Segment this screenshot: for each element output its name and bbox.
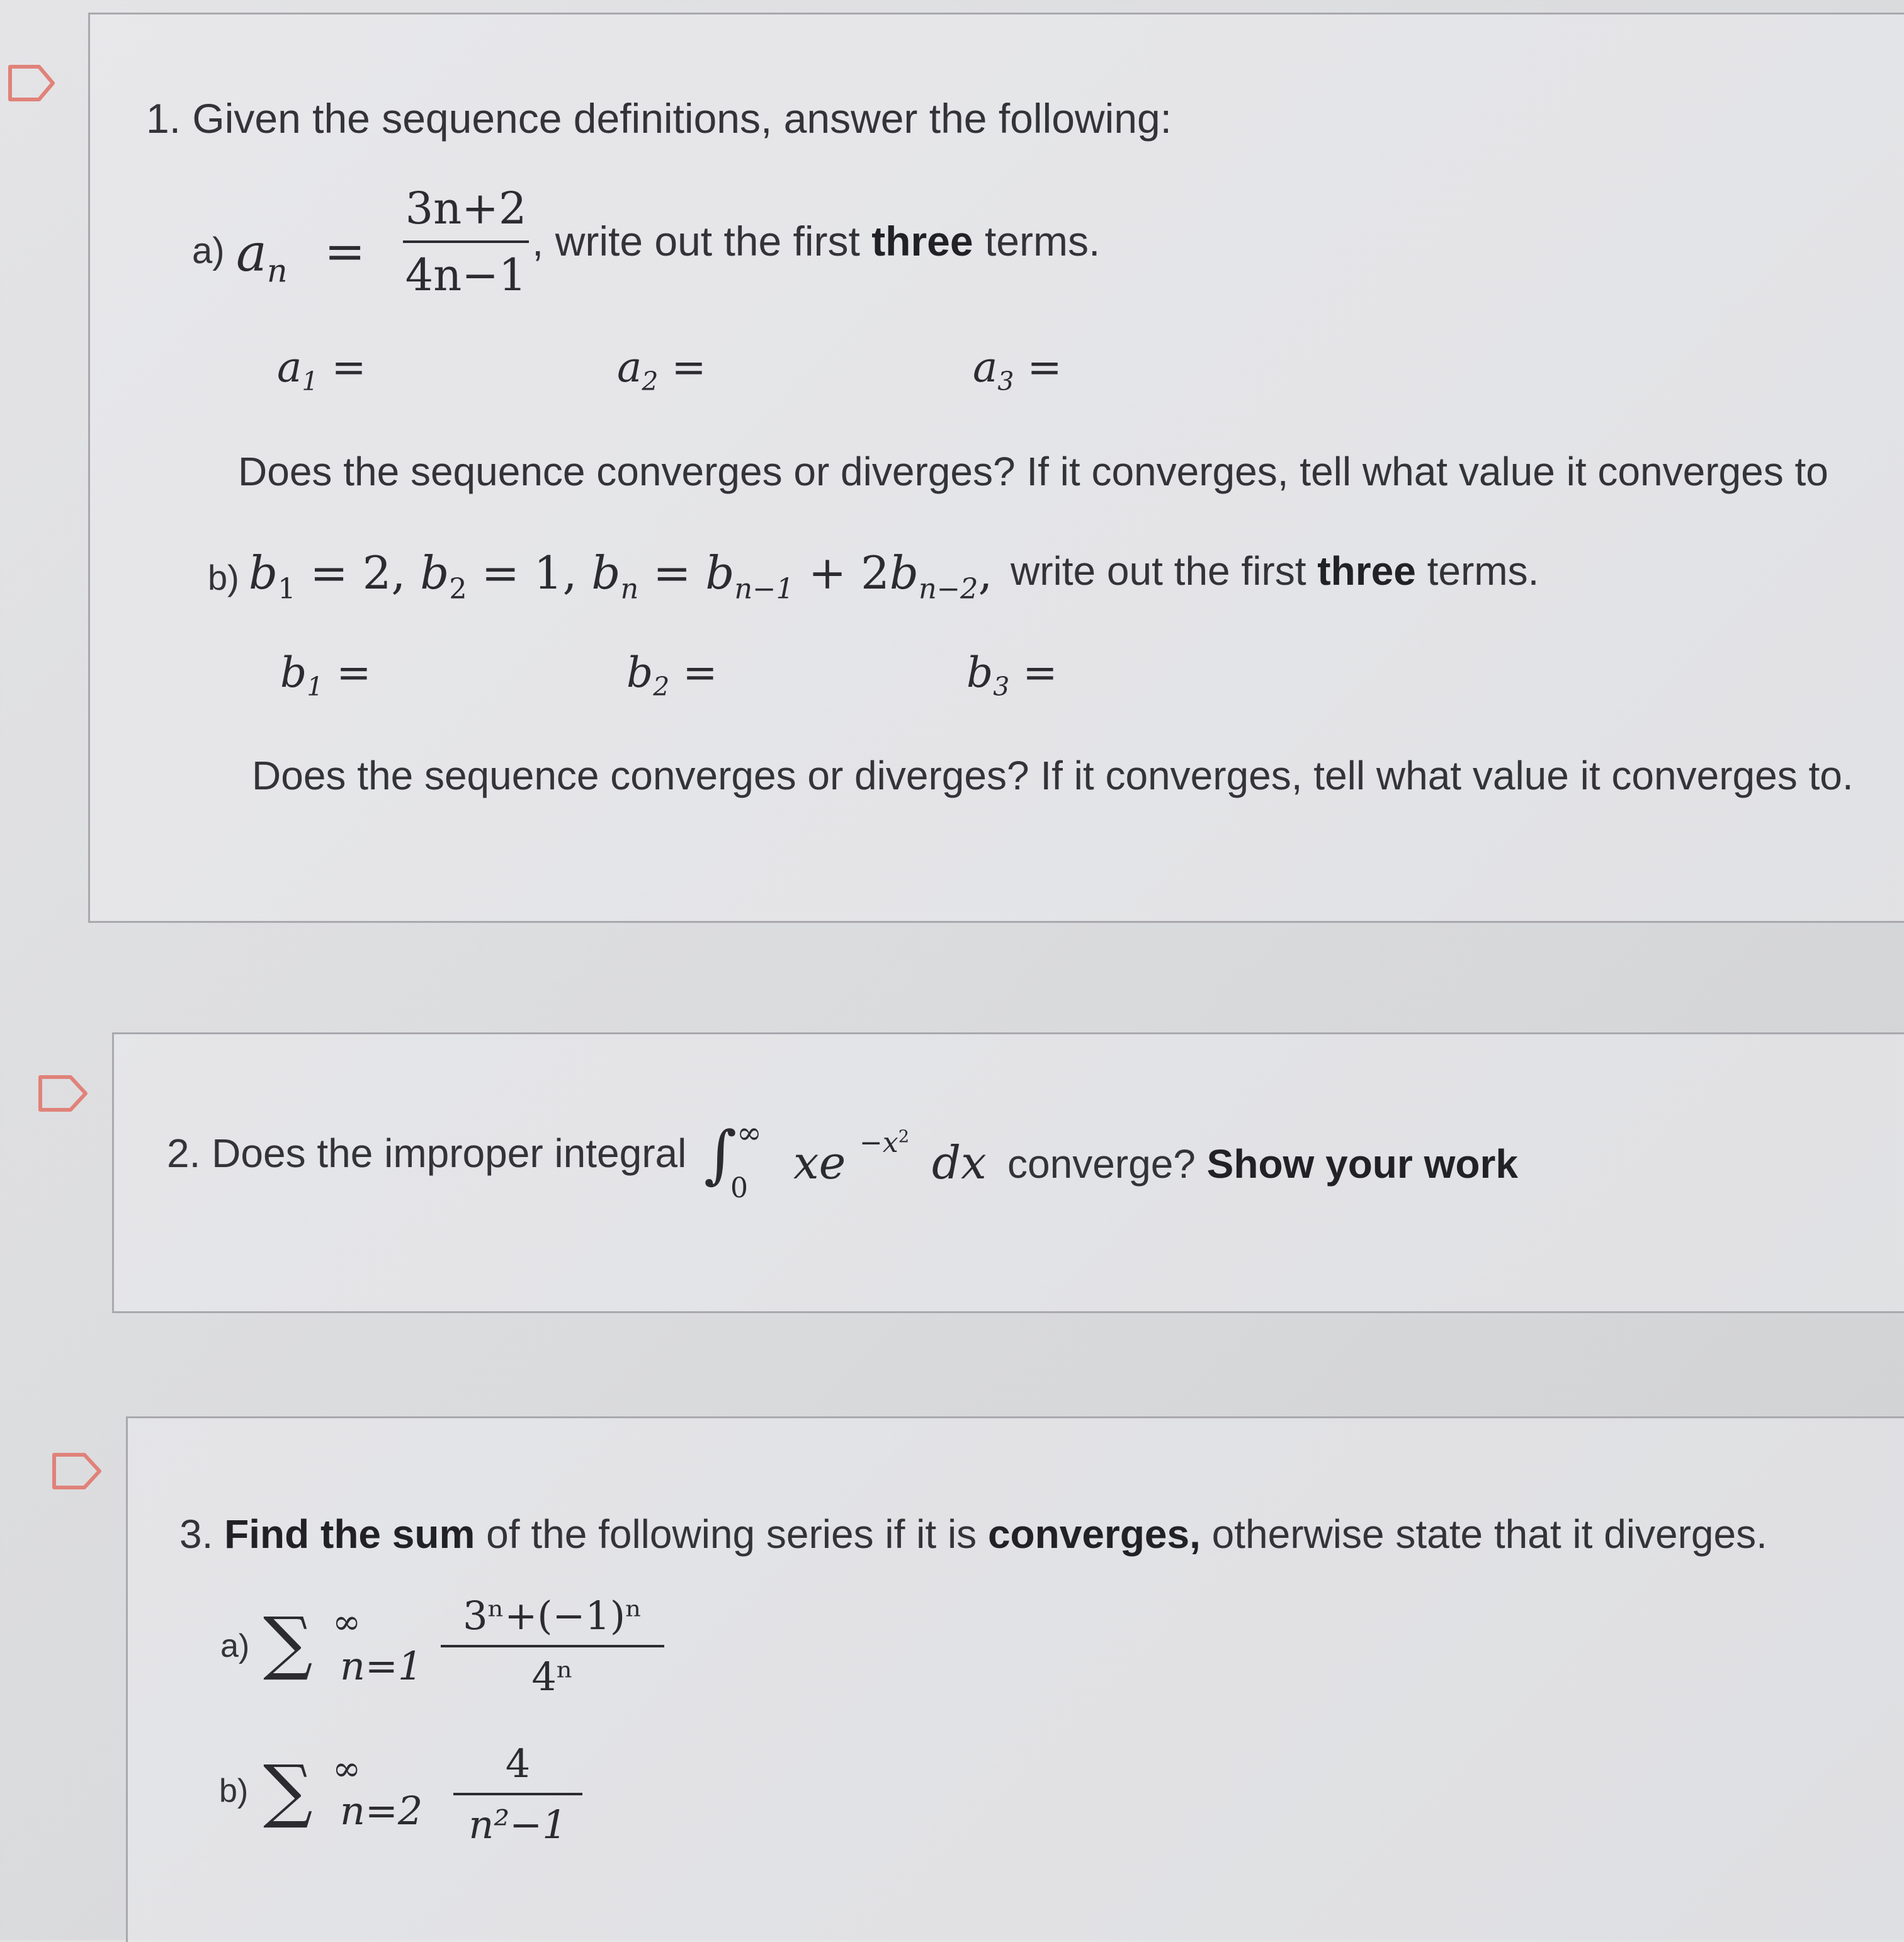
convergence-question-b: Does the sequence converges or diverges? If it converges, tell what value it converges to.: [252, 753, 1854, 798]
convergence-question-a: Does the sequence converges or diverges? If it converges, tell what value it converges to: [238, 449, 1828, 494]
part-a-label: a): [192, 230, 225, 271]
fraction-bar: [441, 1645, 664, 1647]
term-b1[interactable]: $b_1$ =: [280, 648, 371, 703]
differential: dx: [932, 1136, 987, 1189]
series-b-label: b): [219, 1773, 249, 1809]
fraction-bar: [403, 240, 529, 243]
fraction-numerator: 3n+2: [405, 183, 527, 234]
flag-icon[interactable]: [37, 1073, 89, 1114]
a-n-fraction: [403, 183, 529, 301]
flag-icon[interactable]: [6, 63, 57, 103]
fraction-denominator: n²−1: [468, 1802, 567, 1848]
integrand: xe: [793, 1136, 846, 1189]
question-2-text-post: converge? Show your work: [1007, 1141, 1518, 1187]
series-a-upper: ∞: [332, 1602, 361, 1642]
series-b-upper: ∞: [332, 1749, 361, 1788]
integrand-exponent: $-x^2$: [859, 1127, 910, 1159]
flag-icon[interactable]: [50, 1451, 103, 1491]
question-1-title: 1. Given the sequence definitions, answer the following:: [146, 95, 1172, 142]
b-sequence-definition: $b_1 = 2$, $b_2 = 1$, $b_n = b_{n-1} + 2b_{n-2}$,: [249, 546, 993, 606]
series-b-lower: n=2: [340, 1788, 423, 1834]
part-b-label: b): [208, 558, 239, 597]
term-b2[interactable]: $b_2$ =: [626, 648, 718, 703]
term-a3[interactable]: $a_3$ =: [973, 343, 1062, 397]
integral-lower-limit: 0: [730, 1172, 748, 1204]
series-a-lower: n=1: [340, 1643, 423, 1689]
fraction-denominator: 4ⁿ: [531, 1654, 574, 1700]
term-a1[interactable]: $a_1$ =: [277, 343, 366, 397]
part-a-instruction: , write out the first three terms.: [532, 218, 1101, 264]
sigma-symbol: ∑: [263, 1750, 313, 1831]
series-a-label: a): [220, 1628, 250, 1664]
question-3-title: 3. Find the sum of the following series if it is converges, otherwise state that it diverges.: [179, 1511, 1767, 1557]
sigma-symbol: ∑: [263, 1602, 313, 1683]
series-b-fraction: [453, 1741, 582, 1848]
fraction-numerator: 4: [505, 1741, 531, 1787]
integral-sign: ∫: [704, 1117, 737, 1191]
part-b-instruction: write out the first three terms.: [1011, 548, 1539, 594]
term-b3[interactable]: $b_3$ =: [966, 648, 1058, 703]
fraction-denominator: 4n−1: [405, 249, 527, 301]
series-a-fraction: [441, 1593, 664, 1700]
fraction-numerator: 3ⁿ+(−1)ⁿ: [463, 1593, 642, 1639]
term-a2[interactable]: $a_2$ =: [617, 343, 706, 397]
question-2-text-pre: 2. Does the improper integral: [167, 1131, 687, 1176]
equals-sign: =: [324, 223, 366, 280]
fraction-bar: [453, 1793, 582, 1795]
a-n-symbol: $a_n$: [236, 223, 288, 290]
integral-upper-limit: ∞: [737, 1115, 762, 1151]
